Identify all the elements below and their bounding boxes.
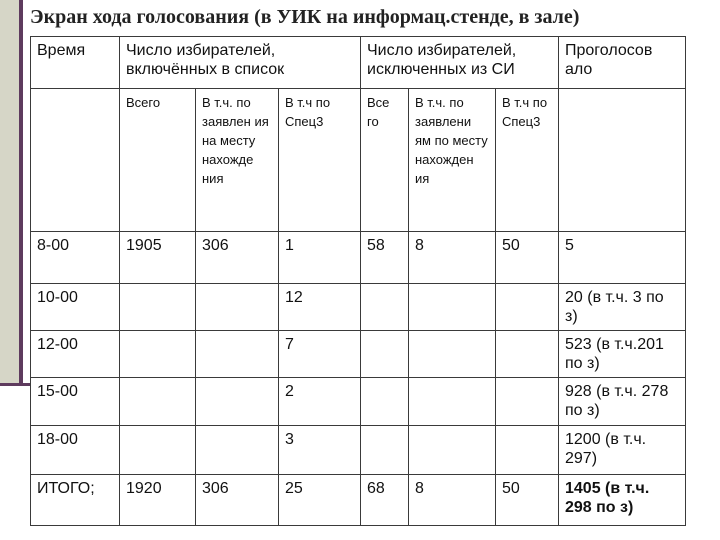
subheader-voted-empty xyxy=(559,89,686,232)
cell-voted: 928 (в т.ч. 278 по з) xyxy=(559,378,686,426)
subheader-inc-total: Всего xyxy=(120,89,196,232)
total-label: ИТОГО; xyxy=(31,475,120,526)
total-exc-spec: 50 xyxy=(496,475,559,526)
cell-exc-spec: 50 xyxy=(496,232,559,284)
subheader-exc-total: Все го xyxy=(361,89,409,232)
header-included: Число избирателей, включённых в список xyxy=(120,37,361,89)
voting-progress-table xyxy=(30,36,686,526)
cell-inc-spec: 1 xyxy=(279,232,361,284)
table-row xyxy=(31,284,686,331)
cell-exc-total: 58 xyxy=(361,232,409,284)
table-row xyxy=(31,378,686,426)
cell-voted: 5 xyxy=(559,232,686,284)
cell-time: 8-00 xyxy=(31,232,120,284)
cell-inc-location xyxy=(196,284,279,331)
cell-exc-total xyxy=(361,331,409,378)
cell-voted: 523 (в т.ч.201 по з) xyxy=(559,331,686,378)
table-row xyxy=(31,426,686,475)
cell-time: 12-00 xyxy=(31,331,120,378)
subheader-row xyxy=(31,89,686,232)
decorative-side-bar xyxy=(0,0,19,385)
cell-exc-location xyxy=(409,426,496,475)
cell-inc-location xyxy=(196,426,279,475)
cell-inc-spec: 12 xyxy=(279,284,361,331)
slide-title: Экран хода голосования (в УИК на информац.стенде, в зале) xyxy=(30,6,580,28)
subheader-exc-location: В т.ч. по заявлени ям по месту нахожден ия xyxy=(409,89,496,232)
cell-inc-spec: 2 xyxy=(279,378,361,426)
total-inc-total: 1920 xyxy=(120,475,196,526)
header-voted: Проголосов ало xyxy=(559,37,686,89)
total-row xyxy=(31,475,686,526)
cell-inc-spec: 3 xyxy=(279,426,361,475)
total-inc-spec: 25 xyxy=(279,475,361,526)
cell-exc-spec xyxy=(496,331,559,378)
decorative-side-line xyxy=(19,0,23,385)
cell-exc-total xyxy=(361,378,409,426)
cell-exc-location: 8 xyxy=(409,232,496,284)
cell-exc-location xyxy=(409,378,496,426)
subheader-empty xyxy=(31,89,120,232)
subheader-inc-spec: В т.ч по Спец3 xyxy=(279,89,361,232)
cell-exc-location xyxy=(409,331,496,378)
cell-inc-location: 306 xyxy=(196,232,279,284)
cell-exc-total xyxy=(361,284,409,331)
header-excluded: Число избирателей, исключенных из СИ xyxy=(361,37,559,89)
cell-exc-spec xyxy=(496,284,559,331)
total-exc-total: 68 xyxy=(361,475,409,526)
cell-inc-total xyxy=(120,331,196,378)
cell-exc-spec xyxy=(496,378,559,426)
cell-inc-total xyxy=(120,426,196,475)
table-row xyxy=(31,232,686,284)
subheader-exc-spec: В т.ч по Спец3 xyxy=(496,89,559,232)
cell-inc-spec: 7 xyxy=(279,331,361,378)
cell-inc-total xyxy=(120,284,196,331)
cell-inc-total: 1905 xyxy=(120,232,196,284)
cell-voted: 20 (в т.ч. 3 по з) xyxy=(559,284,686,331)
cell-exc-total xyxy=(361,426,409,475)
cell-time: 18-00 xyxy=(31,426,120,475)
cell-inc-location xyxy=(196,378,279,426)
cell-voted: 1200 (в т.ч. 297) xyxy=(559,426,686,475)
subheader-inc-location: В т.ч. по заявлен ия на месту нахожде ния xyxy=(196,89,279,232)
total-voted: 1405 (в т.ч. 298 по з) xyxy=(559,475,686,526)
total-exc-location: 8 xyxy=(409,475,496,526)
cell-inc-total xyxy=(120,378,196,426)
header-time: Время xyxy=(31,37,120,89)
cell-time: 10-00 xyxy=(31,284,120,331)
cell-exc-location xyxy=(409,284,496,331)
cell-inc-location xyxy=(196,331,279,378)
cell-exc-spec xyxy=(496,426,559,475)
header-row xyxy=(31,37,686,89)
total-inc-location: 306 xyxy=(196,475,279,526)
table-row xyxy=(31,331,686,378)
cell-time: 15-00 xyxy=(31,378,120,426)
